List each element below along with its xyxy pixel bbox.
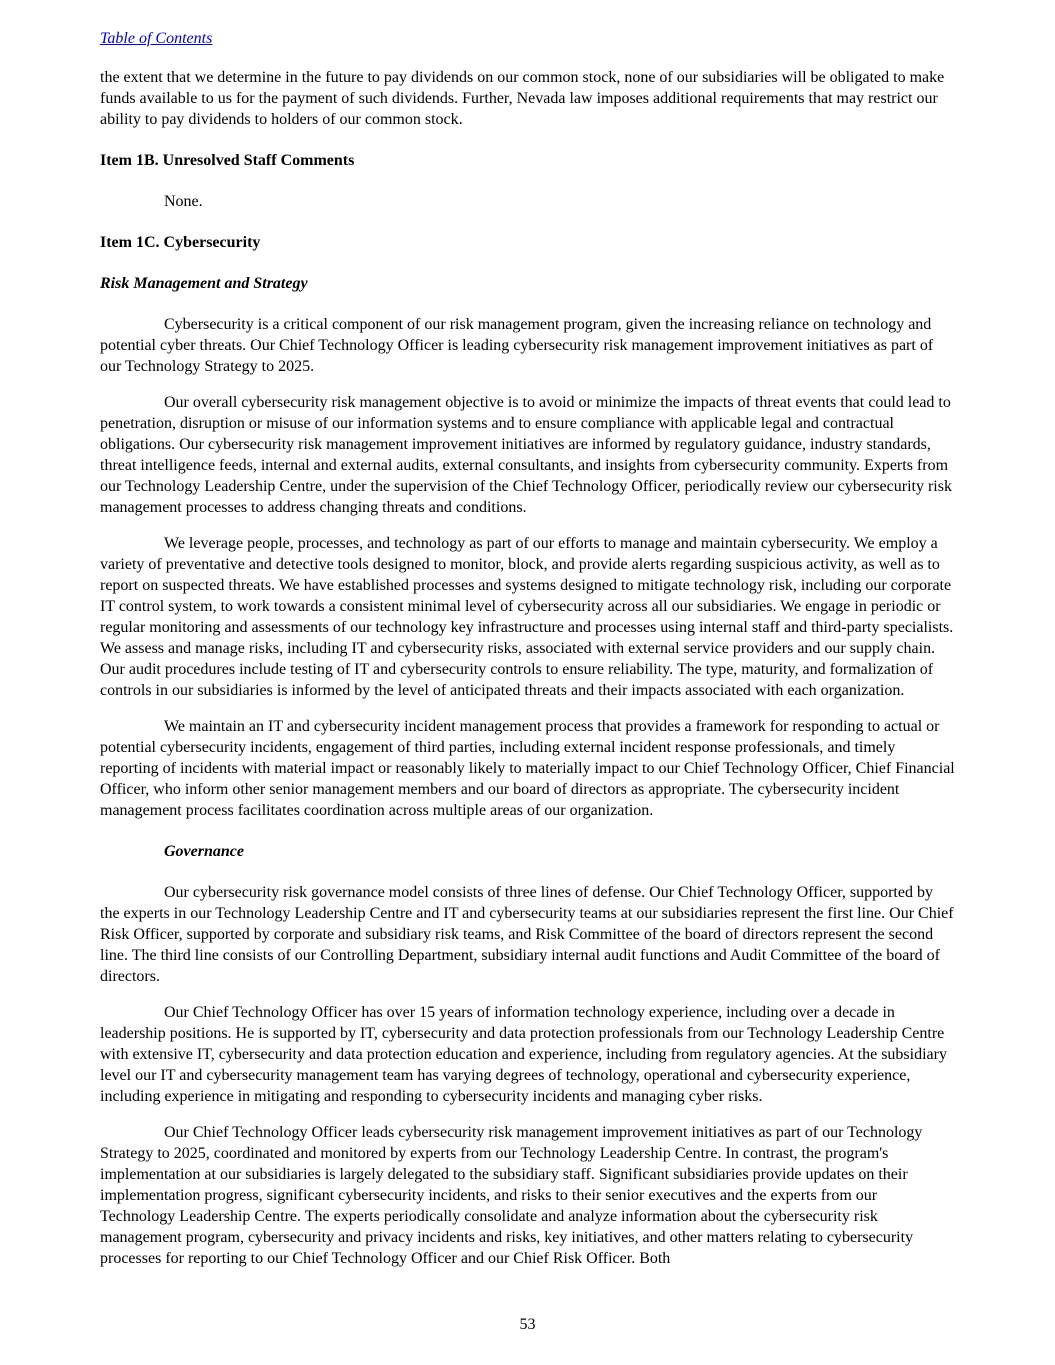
paragraph-people-processes-technology: We leverage people, processes, and technology as part of our efforts to manage and maintain cybersecurity. We employ a variety of preventative and detective tools designed to monitor, block, and provide alerts regarding suspicious activity, as well as to report on suspected threats. We have established processes and systems designed to mitigate technology risk, including our corporate IT control system, to work towards a consistent minimal level of cybersecurity across all our subsidiaries. We engage in periodic or regular monitoring and assessments of our technology key infrastructure and processes using internal staff and third-party specialists. We assess and manage risks, including IT and cybersecurity risks, associated with external service providers and our supply chain. Our audit procedures include testing of IT and cybersecurity controls to ensure reliability. The type, maturity, and formalization of controls in our subsidiaries is informed by the level of anticipated threats and their impacts associated with each organization. [100,535,954,699]
heading-governance: Governance [164,843,244,860]
paragraph-incident-management: We maintain an IT and cybersecurity incident management process that provides a framework for responding to actual or potential cybersecurity incidents, engagement of third parties, including external incident response professionals, and timely reporting of incidents with material impact or reasonably likely to materially impact to our Chief Technology Officer, Chief Financial Officer, who inform other senior management members and our board of directors as appropriate. The cybersecurity incident management process facilitates coordination across multiple areas of our organization. [100,718,955,819]
paragraph-governance-model: Our cybersecurity risk governance model consists of three lines of defense. Our Chief Technology Officer, supported by the experts in our Technology Leadership Centre and IT and cybersecurity teams at our subsidiaries represent the first line. Our Chief Risk Officer, supported by corporate and subsidiary risk teams, and Risk Committee of the board of directors represent the second line. The third line consists of our Controlling Department, subsidiary internal audit functions and Audit Committee of the board of directors. [100,884,954,985]
heading-item-1c: Item 1C. Cybersecurity [100,234,261,251]
paragraph-none: None. [164,193,203,210]
paragraph-dividends-continuation: the extent that we determine in the future to pay dividends on our common stock, none of our subsidiaries will be obligated to make funds available to us for the payment of such dividends. Further, Nevada law imposes additional requirements that may restrict our ability to pay dividends to holders of our common stock. [100,69,945,128]
paragraph-cto-experience: Our Chief Technology Officer has over 15 years of information technology experience, including over a decade in leadership positions. He is supported by IT, cybersecurity and data protection professionals from our Technology Leadership Centre with extensive IT, cybersecurity and data protection education and experience, including from regulatory agencies. At the subsidiary level our IT and cybersecurity management team has varying degrees of technology, operational and cybersecurity experience, including experience in mitigating and responding to cybersecurity incidents and managing cyber risks. [100,1004,947,1105]
paragraph-cybersecurity-intro: Cybersecurity is a critical component of our risk management program, given the increasing reliance on technology and potential cyber threats. Our Chief Technology Officer is leading cybersecurity risk management improvement initiatives as part of our Technology Strategy to 2025. [100,316,934,375]
paragraph-cto-leads-initiatives: Our Chief Technology Officer leads cybersecurity risk management improvement initiatives as part of our Technology Strategy to 2025, coordinated and monitored by experts from our Technology Leadership Centre. In contrast, the program's implementation at our subsidiaries is largely delegated to the subsidiary staff. Significant subsidiaries provide updates on their implementation progress, significant cybersecurity incidents, and risks to their senior executives and the experts from our Technology Leadership Centre. The experts periodically consolidate and analyze information about the cybersecurity risk management program, cybersecurity and privacy incidents and risks, key initiatives, and other matters relating to cybersecurity processes for reporting to our Chief Technology Officer and our Chief Risk Officer. Both [100,1124,923,1267]
table-of-contents-link[interactable]: Table of Contents [100,30,213,47]
paragraph-risk-objective: Our overall cybersecurity risk management objective is to avoid or minimize the impacts of threat events that could lead to penetration, disruption or misuse of our information systems and to ensure compliance with applicable legal and contractual obligations. Our cybersecurity risk management improvement initiatives are informed by regulatory guidance, industry standards, threat intelligence feeds, internal and external audits, external consultants, and insights from cybersecurity community. Experts from our Technology Leadership Centre, under the supervision of the Chief Technology Officer, periodically review our cybersecurity risk management processes to address changing threats and conditions. [100,394,952,516]
heading-item-1b: Item 1B. Unresolved Staff Comments [100,152,355,169]
page-number: 53 [519,1316,536,1333]
heading-risk-management-and-strategy: Risk Management and Strategy [100,275,308,292]
